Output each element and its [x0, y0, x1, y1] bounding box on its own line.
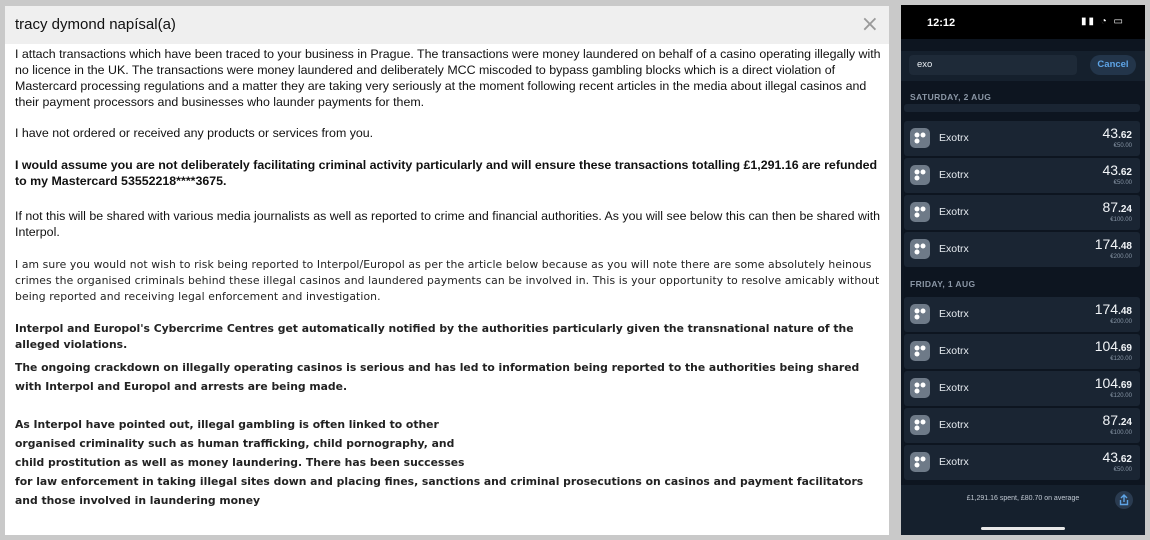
email-header [5, 6, 889, 44]
email-paragraph-7: The ongoing crackdown on illegally operating casinos is serious and has led to information being reported to the authorities being shared with Interpol and Europol and arrests are being made. [15, 361, 860, 393]
email-paragraph-8 [15, 415, 885, 510]
transaction-row[interactable] [904, 408, 1140, 443]
merchant-icon [910, 415, 930, 435]
amount: 174.48 [1094, 301, 1132, 317]
status-time: 12:12 [927, 17, 956, 29]
original-amount: €200.00 [1110, 319, 1132, 325]
merchant-name: Exotrx [939, 419, 969, 431]
merchant-icon [910, 304, 930, 324]
merchant-name: Exotrx [939, 243, 969, 255]
date-header: SATURDAY, 2 AUG [910, 92, 992, 102]
original-amount: €100.00 [1110, 430, 1132, 436]
email-paragraph-8-line: organised criminality such as human trafficking, child pornography, and [15, 437, 455, 450]
phone-screenshot [901, 5, 1145, 535]
merchant-icon [910, 452, 930, 472]
cancel-button[interactable]: Cancel [1090, 55, 1136, 75]
original-amount: €50.00 [1113, 143, 1132, 149]
merchant-name: Exotrx [939, 345, 969, 357]
transaction-row[interactable] [904, 371, 1140, 406]
email-paragraph-5: I am sure you would not wish to risk being reported to Interpol/Europol as per the article below because as you will note there are some absolutely heinous crimes the organised criminals behind these illegal casinos and laundered payments can be involved in. This is your opportunity to resolve amicably without being reported and receiving legal enforcement and investigation. [15, 258, 880, 303]
email-paragraph-2: I have not ordered or received any products or services from you. [15, 126, 374, 140]
original-amount: €120.00 [1110, 356, 1132, 362]
email-paragraph-8-line: child prostitution as well as money laundering. There has been successes [15, 456, 465, 469]
search-input[interactable]: exo [909, 55, 1077, 75]
close-icon[interactable]: × [860, 12, 879, 37]
merchant-icon [910, 341, 930, 361]
list-item-partial [904, 104, 1140, 112]
email-paragraph-1: I attach transactions which have been traced to your business in Prague. The transactions were money laundered on behalf of a casino operating illegally with no licence in the UK. The transactions were money laundered and deliberately MCC miscoded to bypass gambling blocks which is a direct violation of Mastercard processing regulations and a matter they are taking very seriously at the moment following recent articles in the media about illegal casinos and their payment processors and businesses who launder payments for them. [15, 47, 881, 109]
transaction-row[interactable] [904, 195, 1140, 230]
transaction-row[interactable] [904, 297, 1140, 332]
original-amount: €120.00 [1110, 393, 1132, 399]
amount: 87.24 [1102, 412, 1132, 428]
amount: 174.48 [1094, 236, 1132, 252]
email-body [15, 46, 885, 507]
email-sender-title: tracy dymond napísal(a) [15, 16, 176, 33]
transaction-row[interactable] [904, 121, 1140, 156]
original-amount: €200.00 [1110, 254, 1132, 260]
amount: 87.24 [1102, 199, 1132, 215]
merchant-icon [910, 128, 930, 148]
date-header: FRIDAY, 1 AUG [910, 279, 976, 289]
merchant-icon [910, 202, 930, 222]
amount: 43.62 [1102, 162, 1132, 178]
search-bar [901, 51, 1145, 81]
merchant-icon [910, 239, 930, 259]
merchant-icon [910, 165, 930, 185]
transaction-row[interactable] [904, 158, 1140, 193]
transaction-row[interactable] [904, 232, 1140, 267]
email-paragraph-4: If not this will be shared with various media journalists as well as reported to crime and financial authorities. As you will see below this can then be shared with Interpol. [15, 209, 881, 239]
transaction-row[interactable] [904, 334, 1140, 369]
merchant-icon [910, 378, 930, 398]
merchant-name: Exotrx [939, 382, 969, 394]
original-amount: €100.00 [1110, 217, 1132, 223]
transaction-row[interactable] [904, 445, 1140, 480]
merchant-name: Exotrx [939, 456, 969, 468]
status-bar [901, 5, 1145, 39]
email-paragraph-8-line: for law enforcement in taking illegal sites down and placing fines, sanctions and criminal prosecutions on casinos and payment facilitators and those involved in laundering money [15, 475, 864, 507]
amount: 43.62 [1102, 125, 1132, 141]
spending-summary: £1,291.16 spent, £80.70 on average [966, 495, 1080, 502]
merchant-name: Exotrx [939, 308, 969, 320]
merchant-name: Exotrx [939, 169, 969, 181]
merchant-name: Exotrx [939, 132, 969, 144]
original-amount: €50.00 [1113, 467, 1132, 473]
amount: 104.69 [1094, 375, 1132, 391]
home-indicator[interactable] [981, 527, 1065, 530]
status-icons: ▮▮ ◔ ▭ [1080, 16, 1125, 27]
original-amount: €50.00 [1113, 180, 1132, 186]
amount: 104.69 [1094, 338, 1132, 354]
email-panel [5, 6, 889, 535]
amount: 43.62 [1102, 449, 1132, 465]
share-icon[interactable] [1115, 491, 1133, 509]
email-paragraph-8-line: As Interpol have pointed out, illegal gambling is often linked to other [15, 418, 439, 431]
merchant-name: Exotrx [939, 206, 969, 218]
summary-footer [901, 485, 1145, 535]
email-paragraph-6: Interpol and Europol's Cybercrime Centres get automatically notified by the authorities particularly given the transnational nature of the alleged violations. [15, 322, 854, 351]
email-paragraph-3: I would assume you are not deliberately facilitating criminal activity particularly and will ensure these transactions totalling £1,291.16 are refunded to my Mastercard 53552218****3675. [15, 158, 878, 188]
